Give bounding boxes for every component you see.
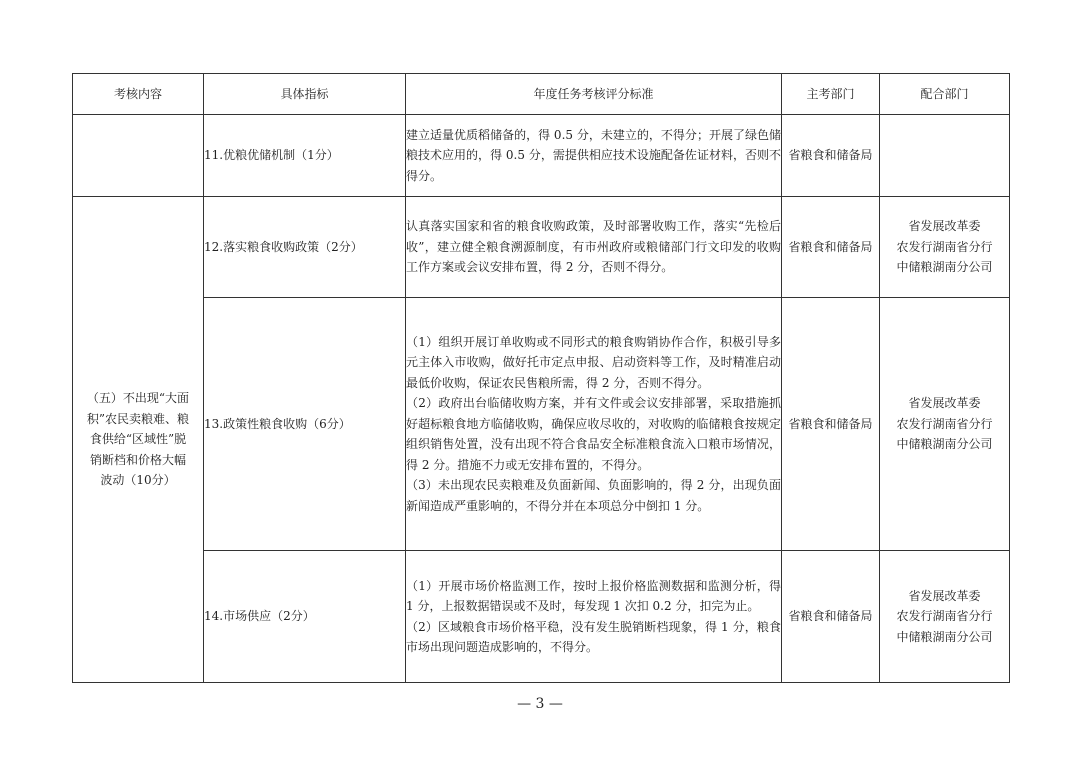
- support-dept: 中储粮湖南分公司: [896, 260, 993, 275]
- indicator-cell: 14.市场供应（2分）: [204, 551, 406, 683]
- lead-dept-cell: 省粮食和储备局: [782, 551, 880, 683]
- standard-cell: [406, 197, 782, 298]
- standard-cell: [406, 551, 782, 683]
- support-dept: 中储粮湖南分公司: [896, 437, 993, 452]
- assessment-table: [72, 73, 1010, 683]
- indicator-cell: 11.优粮优储机制（1分）: [204, 115, 406, 197]
- standard-text: （3）未出现农民卖粮难及负面新闻、负面影响的，得 2 分，出现负面新闻造成严重影响的，不得分并在本项总分中倒扣 1 分。: [406, 478, 781, 513]
- page-number: — 3 —: [517, 696, 563, 712]
- indicator-cell: 13.政策性粮食收购（6分）: [204, 298, 406, 551]
- standard-text: 认真落实国家和省的粮食收购政策，及时部署收购工作，落实“先检后收”，建立健全粮食溯源制度，有市州政府或粮储部门行文印发的收购工作方案或会议安排布置，得 2 分，否则不得分。: [406, 219, 781, 275]
- support-dept: 中储粮湖南分公司: [896, 629, 993, 644]
- header-cell: 主考部门: [782, 74, 880, 115]
- standard-text: 建立适量优质稻储备的，得 0.5 分，未建立的，不得分；开展了绿色储粮技术应用的，得 0.5 分，需提供相应技术设施配备佐证材料，否则不得分。: [406, 127, 781, 183]
- standard-cell: [406, 115, 782, 197]
- support-dept: 农发行湖南省分行: [896, 609, 993, 624]
- support-dept: 农发行湖南省分行: [896, 416, 993, 431]
- table-row: [73, 551, 1010, 683]
- lead-dept-cell: 省粮食和储备局: [782, 298, 880, 551]
- category-line: 波动（10分）: [100, 473, 176, 488]
- lead-dept-cell: 省粮食和储备局: [782, 197, 880, 298]
- table-header-row: [73, 74, 1010, 115]
- support-dept: 省发展改革委: [908, 588, 981, 603]
- header-cell: 考核内容: [73, 74, 204, 115]
- table-row: [73, 115, 1010, 197]
- support-dept-cell: [880, 197, 1010, 298]
- support-dept-cell: [880, 115, 1010, 197]
- standard-text: （2）区域粮食市场价格平稳，没有发生脱销断档现象，得 1 分，粮食市场出现问题造成影响的，不得分。: [406, 619, 781, 654]
- standard-text: （2）政府出台临储收购方案，并有文件或会议安排部署，采取措施抓好超标粮食地方临储收购，确保应收尽收的，对收购的临储粮食按规定组织销售处置，没有出现不符合食品安全标准粮食流入口粮市场情况，得 2 分。措施不力或无安排布置的，不得分。: [406, 396, 781, 472]
- category-line: 食供给“区域性”脱: [89, 432, 187, 447]
- standard-cell: [406, 298, 782, 551]
- support-dept: 省发展改革委: [908, 219, 981, 234]
- category-cell-empty: [73, 115, 204, 197]
- category-line: 销断档和价格大幅: [89, 452, 186, 467]
- category-line: 积”农民卖粮难、粮: [86, 411, 190, 426]
- lead-dept-cell: 省粮食和储备局: [782, 115, 880, 197]
- table-row: [73, 197, 1010, 298]
- indicator-cell: 12.落实粮食收购政策（2分）: [204, 197, 406, 298]
- category-line: （五）不出现“大面: [86, 391, 190, 406]
- header-cell: 具体指标: [204, 74, 406, 115]
- standard-text: （1）组织开展订单收购或不同形式的粮食购销协作合作，积极引导多元主体入市收购，做好托市定点申报、启动资料等工作，及时精准启动最低价收购，保证农民售粮所需，得 2 分，否则不得分。: [406, 334, 781, 390]
- support-dept-cell: [880, 298, 1010, 551]
- category-cell: [73, 197, 204, 683]
- support-dept-cell: [880, 551, 1010, 683]
- support-dept: 农发行湖南省分行: [896, 239, 993, 254]
- header-cell: 配合部门: [880, 74, 1010, 115]
- support-dept: 省发展改革委: [908, 396, 981, 411]
- header-cell: 年度任务考核评分标准: [406, 74, 782, 115]
- table-row: [73, 298, 1010, 551]
- standard-text: （1）开展市场价格监测工作，按时上报价格监测数据和监测分析，得 1 分，上报数据错误或不及时，每发现 1 次扣 0.2 分，扣完为止。: [406, 578, 781, 613]
